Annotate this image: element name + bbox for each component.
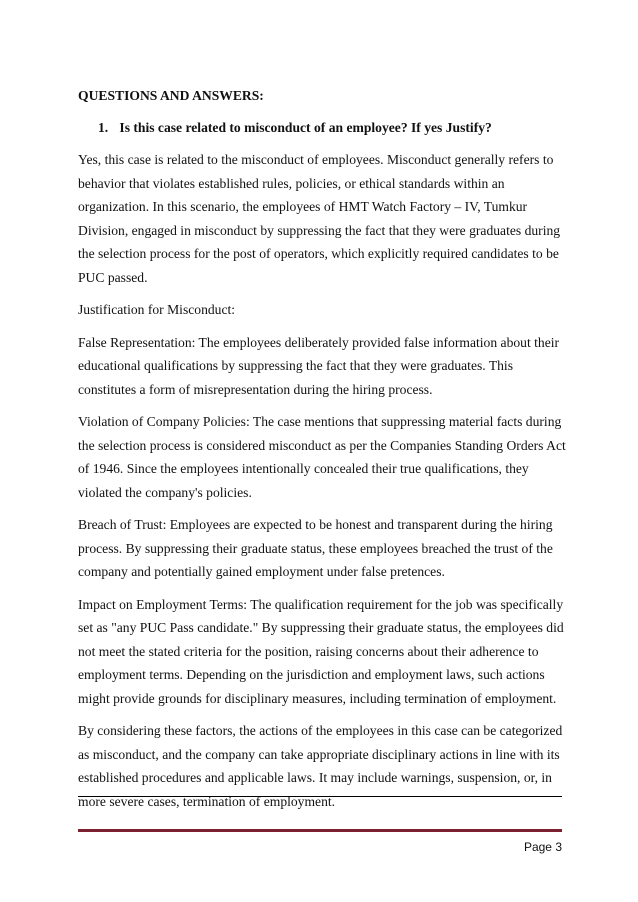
footer-divider-thin xyxy=(78,796,562,797)
employment-terms-paragraph: Impact on Employment Terms: The qualification requirement for the job was specifically set as "any PUC Pass candidate." By suppressing their graduate status, the employees did not meet the stated criteria for the position, raising concerns about their adherence to employment terms. Depending on the jurisdiction and employment laws, such actions might provide grounds for disciplinary measures, including termination of employment. xyxy=(78,596,564,706)
answer-intro-paragraph: Yes, this case is related to the misconduct of employees. Misconduct generally refers to behavior that violates established rules, policies, or ethical standards within an organization. In this scenario, the employees of HMT Watch Factory – IV, Tumkur Division, engaged in misconduct by suppressing the fact that they were graduates during the selection process for the post of operators, which explicitly required candidates to be PUC passed. xyxy=(78,152,561,285)
page-number: Page 3 xyxy=(523,840,562,854)
question-number: 1. xyxy=(98,120,109,135)
breach-of-trust-paragraph: Breach of Trust: Employees are expected to be honest and transparent during the hiring process. By suppressing their graduate status, these employees breached the trust of the company and potentially gained employment under false pretences. xyxy=(78,517,553,579)
justification-heading: Justification for Misconduct: xyxy=(78,302,236,317)
policy-violation-paragraph: Violation of Company Policies: The case mentions that suppressing material facts during the selection process is considered misconduct as per the Companies Standing Orders Act of 1946. Since the employees intentionally concealed their true qualifications, they violated the company's policies. xyxy=(78,414,566,500)
question-text: Is this case related to misconduct of an employee? If yes Justify? xyxy=(119,120,492,135)
question-item xyxy=(78,118,568,138)
section-heading: QUESTIONS AND ANSWERS: xyxy=(78,88,264,103)
conclusion-paragraph: By considering these factors, the actions of the employees in this case can be categorized as misconduct, and the company can take appropriate disciplinary actions in line with its established procedures and applicable laws. It may include warnings, suspension, or, in more severe cases, termination of employment. xyxy=(78,723,563,809)
footer-divider-accent xyxy=(78,829,562,832)
false-representation-paragraph: False Representation: The employees deliberately provided false information about their educational qualifications by suppressing the fact that they were graduates. This constitutes a form of misrepresentation during the hiring process. xyxy=(78,334,560,397)
document-body xyxy=(78,86,568,822)
